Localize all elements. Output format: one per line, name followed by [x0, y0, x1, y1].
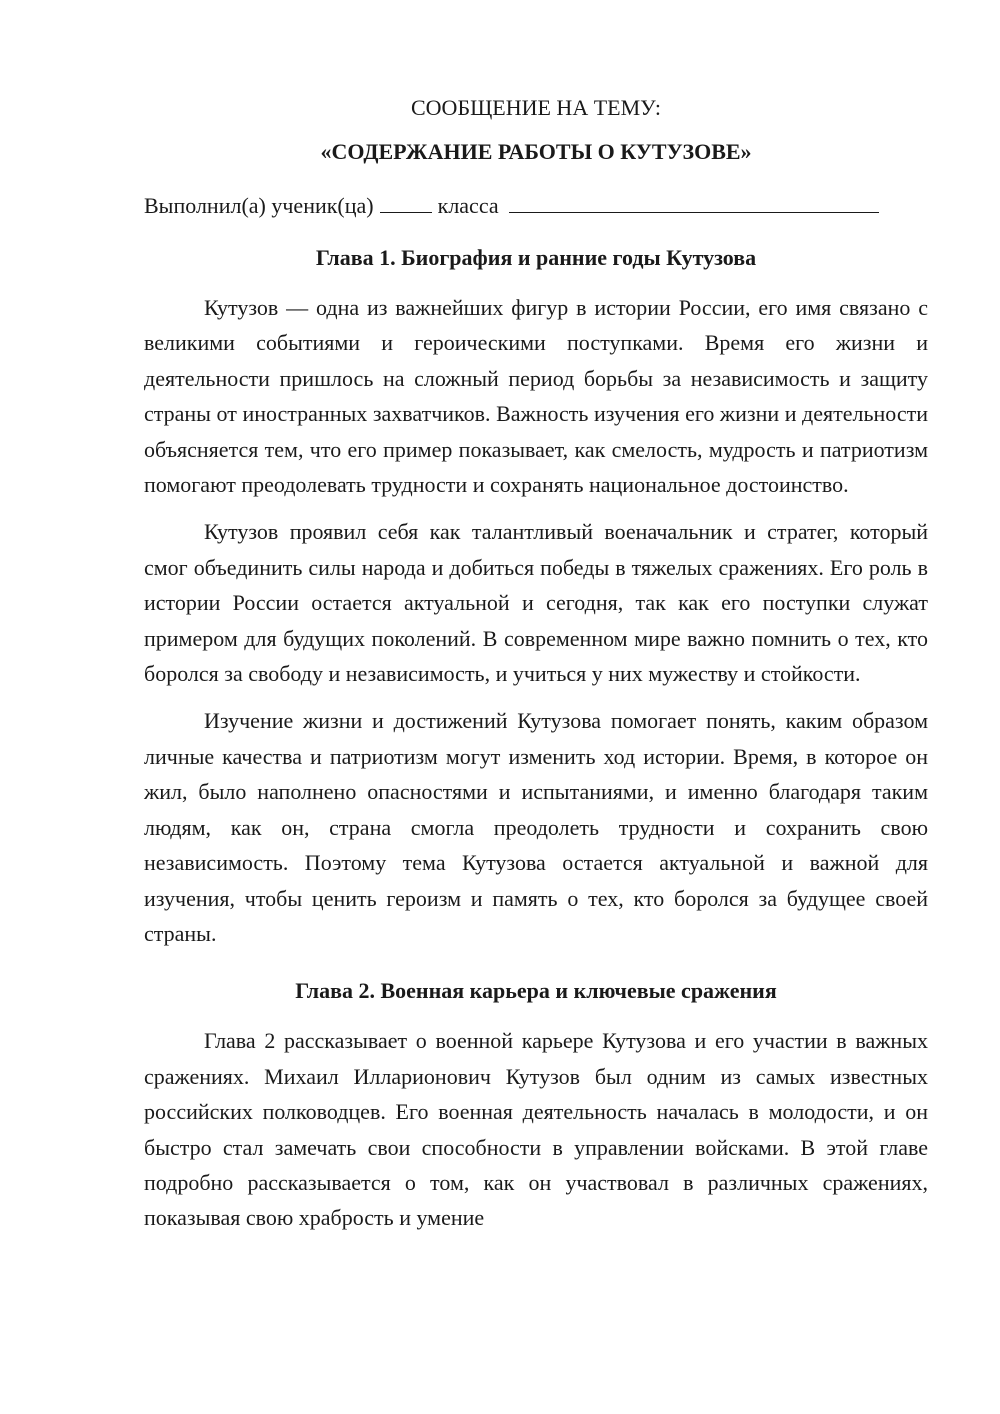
- author-line: [144, 190, 928, 222]
- chapter-1-heading: Глава 1. Биография и ранние годы Кутузова: [315, 245, 757, 270]
- chapter-2-heading: Глава 2. Военная карьера и ключевые сражения: [295, 978, 777, 1004]
- chapter-2-paragraph-1: Глава 2 рассказывает о военной карьере Кутузова и его участии в важных сражениях. Михаил Илларионович Кутузов был одним из самых известных российских полководцев. Его военная деятельность началась в молодости, и он быстро стал замечать свои способности в управлении войсками. В этой главе подробно рассказывается о том, как он участвовал в различных сражениях, показывая свою храбрость и умение: [144, 1028, 928, 1231]
- document-title-line-1: СООБЩЕНИЕ НА ТЕМУ:: [411, 95, 661, 120]
- grade-blank: [380, 190, 432, 213]
- chapter-1-paragraph-1: Кутузов — одна из важнейших фигур в истории России, его имя связано с великими событиями и героическими поступками. Время его жизни и деятельности пришлось на сложный период борьбы за независимость и защиту страны от иностранных захватчиков. Важность изучения его жизни и деятельности объясняется тем, что его пример показывает, как смелость, мудрость и патриотизм помогают преодолевать трудности и сохранять национальное достоинство.: [144, 295, 928, 498]
- chapter-1-paragraph-2: Кутузов проявил себя как талантливый военачальник и стратег, который смог объединить силы народа и добиться победы в тяжелых сражениях. Его роль в истории России остается актуальной и сегодня, так как его поступки служат примером для будущих поколений. В современном мире важно помнить о тех, кто боролся за свободу и независимость, и учиться у них мужеству и стойкости.: [144, 519, 928, 687]
- chapter-1-paragraph-3: Изучение жизни и достижений Кутузова помогает понять, каким образом личные качества и патриотизм могут изменить ход истории. Время, в которое он жил, было наполнено опасностями и испытаниями, и именно благодаря таким людям, как он, страна смогла преодолеть трудности и сохранить свою независимость. Поэтому тема Кутузова остается актуальной и важной для изучения, чтобы ценить героизм и память о тех, кто боролся за будущее своей страны.: [144, 708, 928, 946]
- name-blank: [509, 190, 879, 213]
- document-title-line-2: «СОДЕРЖАНИЕ РАБОТЫ О КУТУЗОВЕ»: [320, 139, 752, 164]
- class-label: класса: [437, 193, 499, 218]
- author-prefix: Выполнил(а) ученик(ца): [144, 193, 374, 218]
- document-content: [144, 92, 928, 1248]
